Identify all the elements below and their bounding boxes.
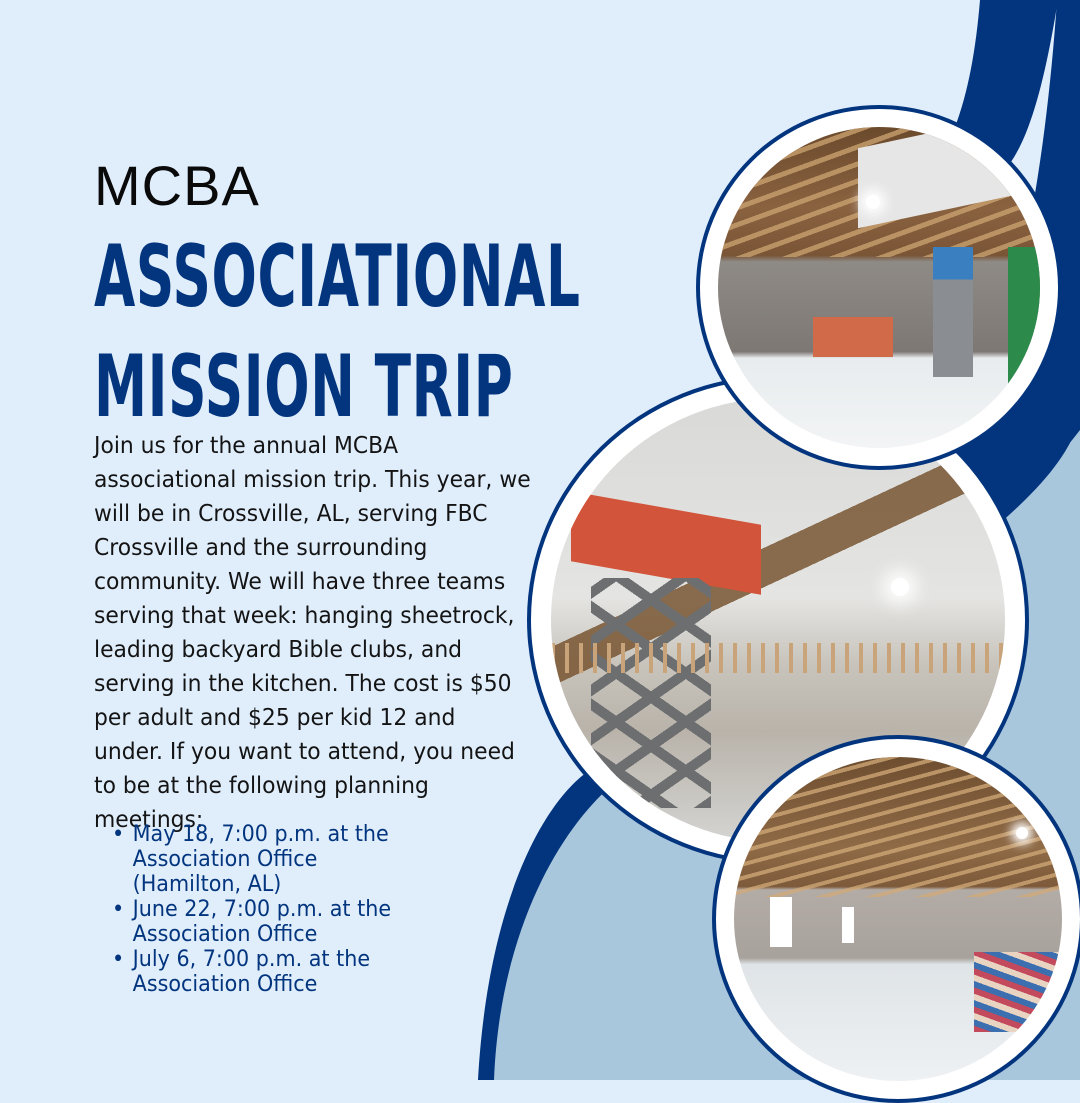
scissor-lift-arms bbox=[591, 578, 711, 808]
title-line-2: MISSION TRIP bbox=[94, 337, 514, 437]
blue-lift bbox=[933, 247, 973, 377]
meeting-item: • May 18, 7:00 p.m. at the Association Office (Hamilton, AL) bbox=[112, 822, 422, 897]
title-line-1: ASSOCIATIONAL bbox=[94, 227, 581, 327]
photo-bottom bbox=[734, 757, 1062, 1081]
ceiling-light-bottom bbox=[1016, 827, 1028, 839]
green-wall bbox=[1008, 247, 1040, 407]
ceiling-light-top bbox=[866, 195, 880, 209]
description-paragraph: Join us for the annual MCBA associational mission trip. This year, we will be in Crossville, AL, serving FBC Crossville and the surrounding community. We will have three teams serving that week: hanging sheetrock, leading backyard Bible clubs, and serving in the kitchen. The cost is $50 per adult and $25 per kid 12 and under. If you want to attend, you need to be at the following planning meetings: bbox=[94, 431, 531, 833]
ceiling-light bbox=[891, 578, 909, 596]
meeting-item: • July 6, 7:00 p.m. at the Association Office bbox=[112, 947, 422, 997]
orange-lift bbox=[813, 317, 893, 357]
page-title bbox=[94, 222, 581, 442]
sheetrock-stack bbox=[974, 952, 1062, 1032]
meeting-item: • June 22, 7:00 p.m. at the Association Office bbox=[112, 897, 422, 947]
roof-trusses-bottom bbox=[734, 757, 1062, 897]
window-right bbox=[842, 907, 854, 943]
photo-top bbox=[718, 127, 1040, 448]
organization-kicker: MCBA bbox=[94, 154, 260, 217]
meeting-list bbox=[112, 822, 422, 997]
window-left bbox=[770, 897, 792, 947]
wall-framing bbox=[551, 643, 1005, 673]
